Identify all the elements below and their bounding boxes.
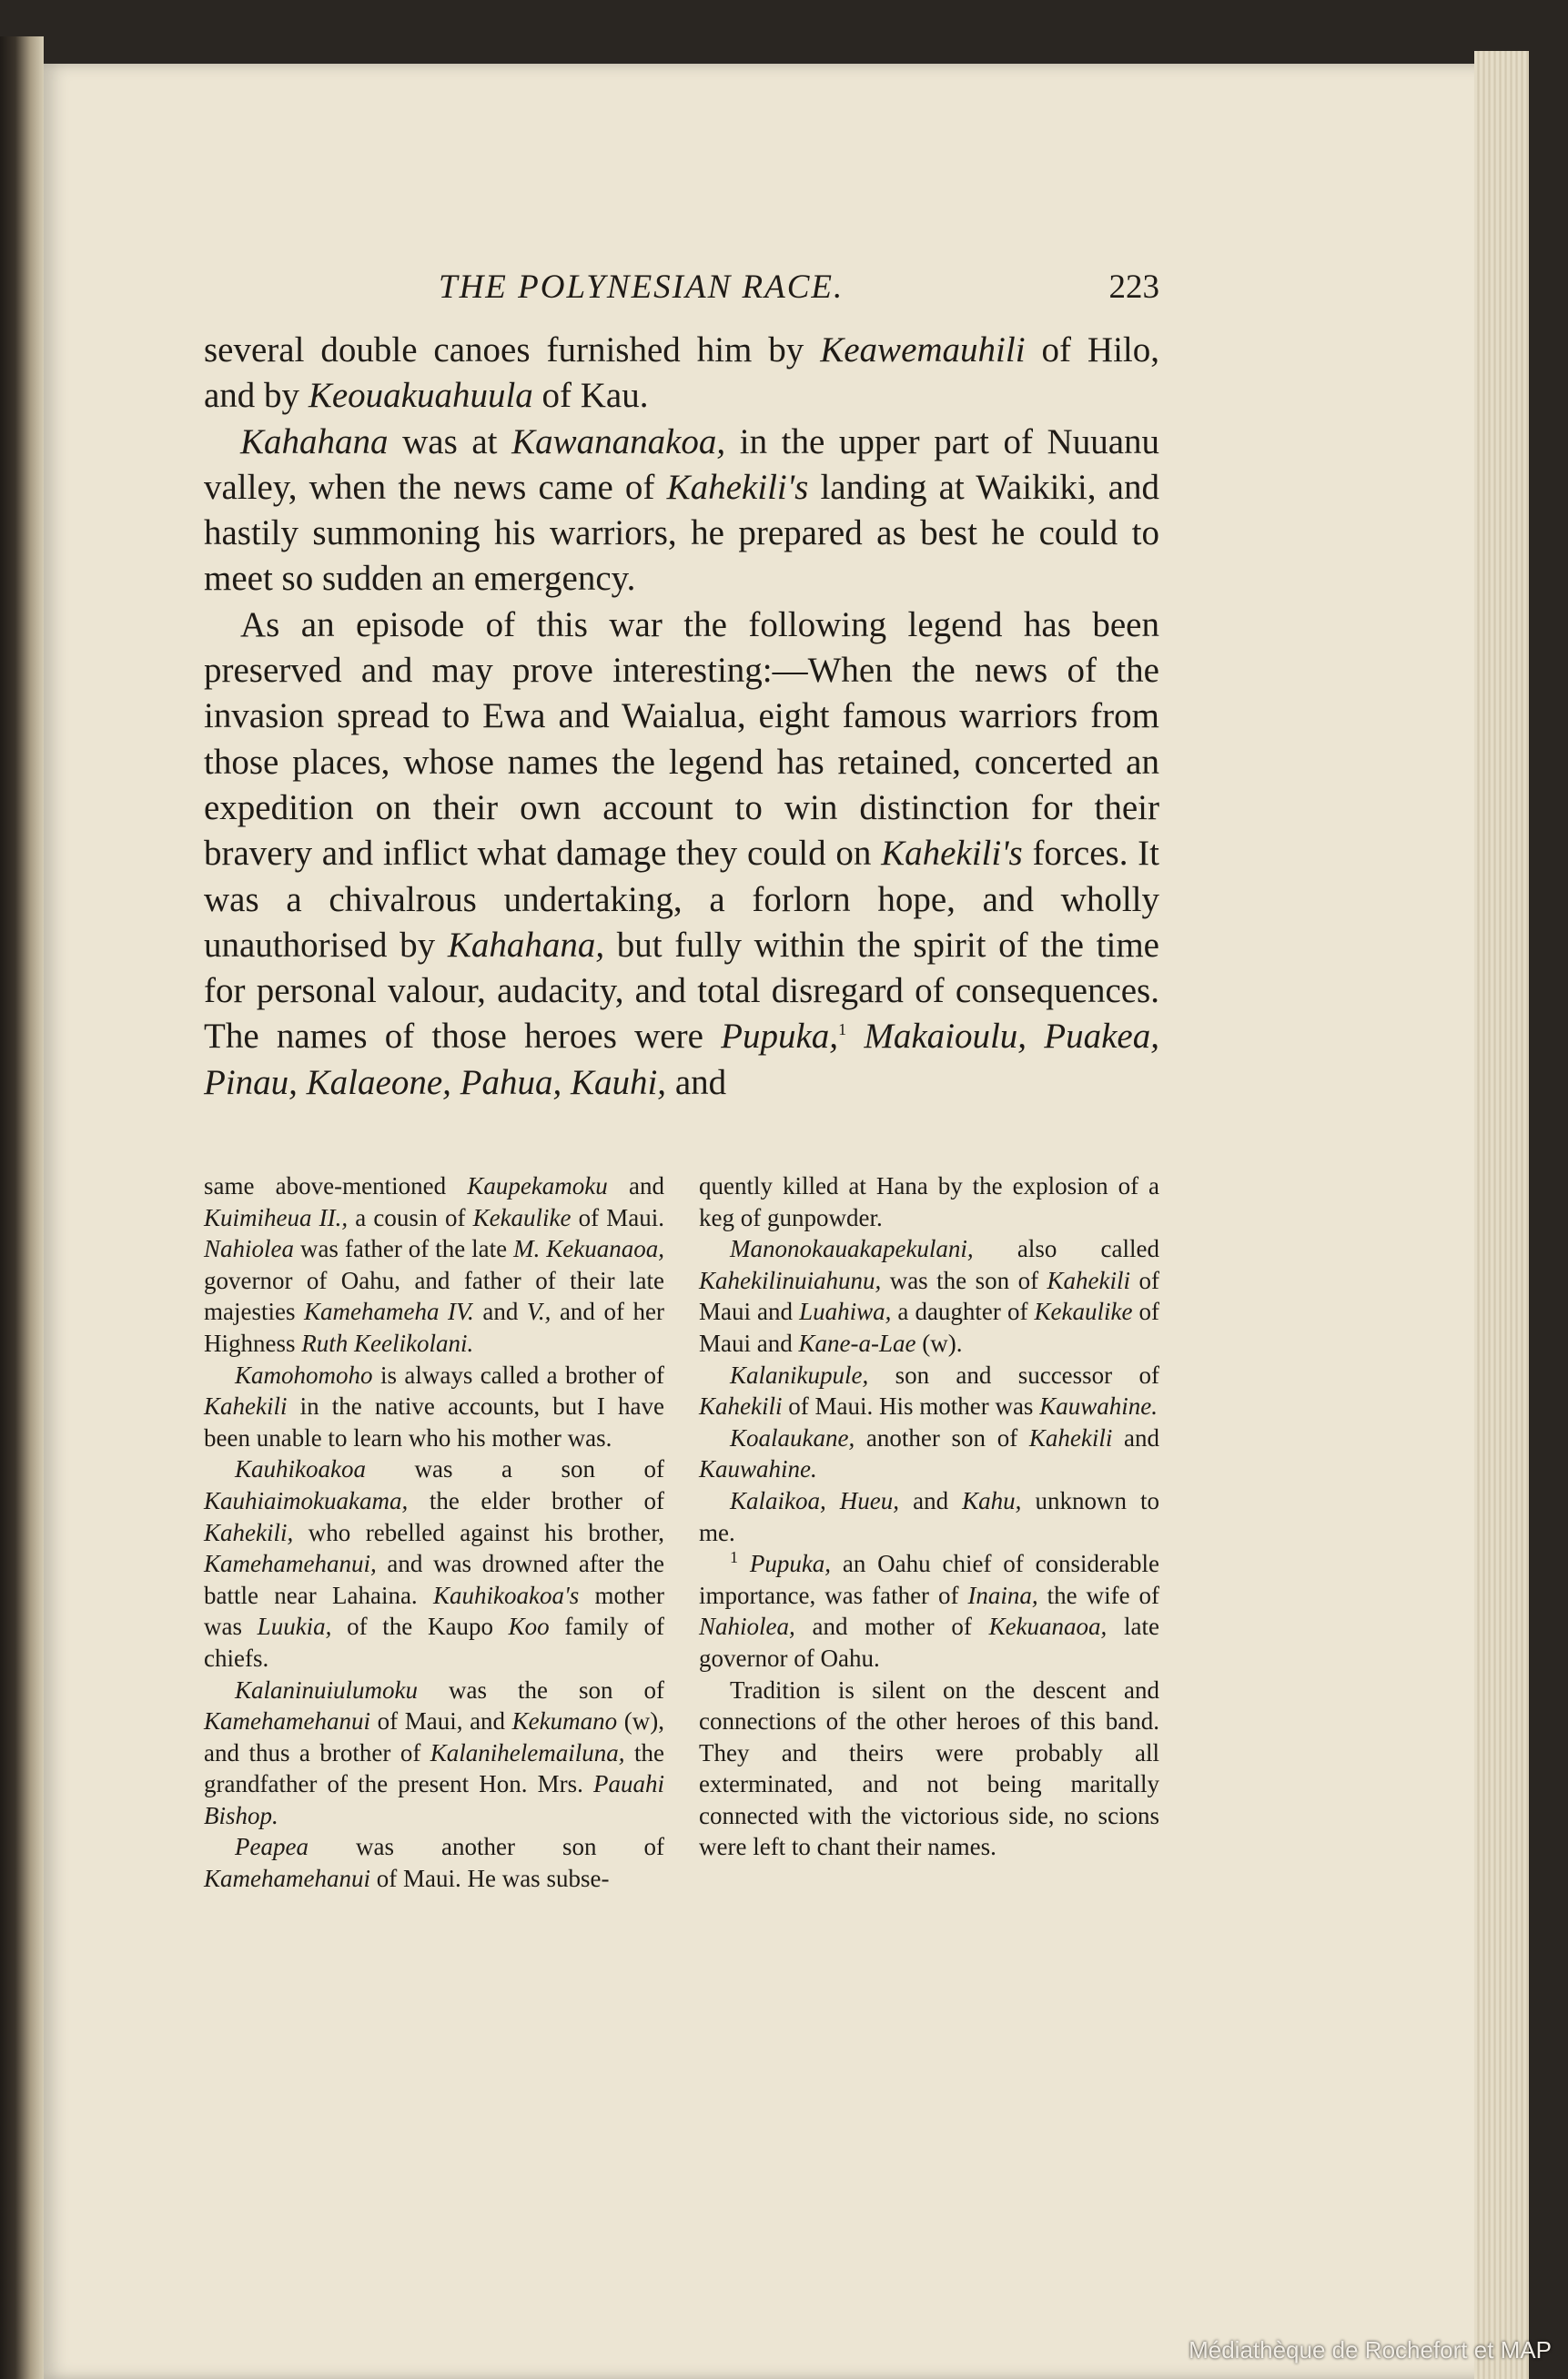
text-run: was another son of xyxy=(308,1833,664,1861)
text-run: unknown to me. xyxy=(699,1486,1159,1546)
text-run: same above-mentioned xyxy=(204,1172,468,1200)
italic-name: Kahekili's xyxy=(666,467,809,507)
text-run: quently killed at Hana by the explosion of a keg of gunpowder. xyxy=(699,1172,1159,1231)
italic-name: Kahekilinuiahunu, xyxy=(699,1266,882,1294)
text-run: of Hilo, and by xyxy=(204,330,1159,416)
text-run: of Maui. xyxy=(571,1203,665,1231)
text-run: late governor of Oahu. xyxy=(699,1613,1159,1672)
italic-name: Luahiwa, xyxy=(799,1298,892,1326)
note xyxy=(204,1675,664,1832)
italic-name: Kalaikoa, Hueu, xyxy=(730,1486,900,1514)
italic-name: Kamehamehanui xyxy=(204,1865,370,1893)
text-run: of Maui. He was subse- xyxy=(369,1865,610,1893)
text-run xyxy=(846,1017,864,1056)
text-run: was a son of xyxy=(365,1455,664,1483)
note xyxy=(699,1422,1159,1485)
italic-name: Kuimiheua II., xyxy=(204,1203,349,1231)
note xyxy=(204,1831,664,1894)
text-run: is always called a brother of xyxy=(372,1361,664,1389)
paragraph xyxy=(204,420,1159,602)
footnote-marker: 1 xyxy=(838,1020,847,1039)
footnotes xyxy=(204,1170,1159,1895)
italic-name: Kahekili's xyxy=(881,834,1023,874)
italic-name: Kamehamehanui, xyxy=(204,1550,377,1578)
text-run: in the native accounts, but I have been unable to learn who his mother was. xyxy=(204,1392,664,1452)
italic-name: Kekumano xyxy=(511,1707,618,1736)
italic-name: Inaina, xyxy=(967,1581,1038,1609)
note xyxy=(699,1170,1159,1233)
paragraph xyxy=(204,602,1159,1106)
text-run: an Oahu chief of considerable importance, was father of xyxy=(699,1550,1160,1609)
italic-name: Kekaulike xyxy=(1034,1298,1133,1326)
footnotes-left-column xyxy=(204,1170,664,1895)
text-run: was at xyxy=(388,421,512,461)
text-run: several double canoes furnished him by xyxy=(204,330,821,370)
italic-name: Kauwahine. xyxy=(699,1455,817,1483)
text-run: governor of Oahu, and father of their late majesties xyxy=(204,1266,664,1326)
page-header xyxy=(204,268,1159,313)
text-run: who rebelled against his brother, xyxy=(293,1518,664,1546)
italic-name: Kawananakoa, xyxy=(511,421,726,461)
italic-name: Kahekili xyxy=(699,1392,783,1421)
text-run: was the son of xyxy=(418,1675,664,1704)
italic-name: Koalaukane, xyxy=(730,1423,855,1452)
text-run: (w), and thus a brother of xyxy=(204,1707,665,1767)
text-run: and xyxy=(1112,1423,1159,1452)
note xyxy=(699,1485,1159,1548)
italic-name: Kalanikupule, xyxy=(730,1361,869,1389)
italic-name: Kalanihelemailuna, xyxy=(430,1738,625,1767)
text-run: As an episode of this war the following legend has been preserved and may prove interesting:—When the news of the invasion spread to Ewa and Waialua, eight famous warriors from those places, whose names the legend has retained, concerted an expedition on their own account to win distinction for their bravery and inflict what damage they could on xyxy=(204,604,1159,874)
note xyxy=(699,1233,1159,1359)
text-run: a daughter of xyxy=(891,1298,1035,1326)
italic-name: Pupuka, xyxy=(721,1017,839,1057)
note xyxy=(699,1360,1159,1422)
italic-name: Pupuka, xyxy=(749,1550,832,1578)
text-run: mother was xyxy=(204,1581,664,1641)
italic-name: V., xyxy=(526,1298,551,1326)
text-run: family of chiefs. xyxy=(204,1613,664,1672)
italic-name: Kauwahine. xyxy=(1039,1392,1158,1421)
text-run: of Kau. xyxy=(532,376,649,416)
page-fore-edge xyxy=(1474,51,1529,2379)
italic-name: Keawemauhili xyxy=(820,330,1026,370)
text-run: landing at Waikiki, and hastily summoning his warriors, he prepared as best he could to meet so sudden an emergency. xyxy=(204,467,1159,599)
italic-name: Nahiolea xyxy=(204,1235,294,1263)
text-run: of Maui and xyxy=(699,1266,1159,1326)
italic-name: Kahekili xyxy=(204,1392,288,1421)
italic-name: Luukia, xyxy=(257,1613,332,1641)
text-run: and was drowned after the battle near Lahaina. xyxy=(204,1550,664,1609)
italic-name: Kauhikoakoa xyxy=(235,1455,366,1483)
italic-name: Pauahi Bishop. xyxy=(204,1770,664,1829)
note xyxy=(204,1170,664,1360)
text-run: a cousin of xyxy=(348,1203,473,1231)
italic-name: Kane-a-Lae xyxy=(798,1329,916,1357)
italic-name: Makaioulu, Puakea, Pinau, Kalaeone, Pahua, Kauhi, xyxy=(204,1017,1159,1102)
italic-name: Kahu, xyxy=(962,1486,1022,1514)
text-run: was father of the late xyxy=(294,1235,514,1263)
italic-name: Kekaulike xyxy=(472,1203,572,1231)
text-run: and xyxy=(899,1486,963,1514)
italic-name: M. Kekuanaoa, xyxy=(513,1235,665,1263)
text-run: the elder brother of xyxy=(408,1486,664,1514)
paragraph xyxy=(204,328,1159,420)
italic-name: Ruth Keelikolani. xyxy=(301,1329,474,1357)
text-run: forces. It was a chivalrous undertaking, a forlorn hope, and wholly unauthorised by xyxy=(204,834,1159,965)
text-run: was the son of xyxy=(881,1266,1047,1294)
note xyxy=(699,1675,1159,1864)
footnotes-right-column xyxy=(699,1170,1159,1895)
italic-name: Kamehameha IV. xyxy=(304,1298,474,1326)
text-run: but fully within the spirit of the time for personal valour, audacity, and total disregard of consequences. The names of those heroes were xyxy=(204,925,1159,1057)
italic-name: Kahekili xyxy=(1028,1423,1113,1452)
note xyxy=(204,1360,664,1454)
italic-name: Kahahana, xyxy=(447,925,605,965)
text-run: in the upper part of Nuuanu valley, when the news came of xyxy=(204,421,1159,507)
text-run: the wife of xyxy=(1037,1581,1159,1609)
text-run: son and successor of xyxy=(868,1361,1159,1389)
background-edge xyxy=(1529,51,1568,2379)
running-title: THE POLYNESIAN RACE. xyxy=(439,268,845,306)
main-text xyxy=(204,328,1159,1106)
text-run: Tradition is silent on the descent and connections of the other heroes of this band. They and theirs were probably all exterminated, and not being maritally connected with the victorious side, no scions were left to chant their names. xyxy=(699,1675,1159,1861)
italic-name: Kekuanaoa, xyxy=(988,1613,1108,1641)
text-run: the grandfather of the present Hon. Mrs. xyxy=(204,1738,664,1798)
italic-name: Koo xyxy=(508,1613,550,1641)
italic-name: Peapea xyxy=(235,1833,309,1861)
text-run xyxy=(738,1550,750,1577)
text-run: of Maui. His mother was xyxy=(782,1392,1040,1421)
italic-name: Kaupekamoku xyxy=(467,1172,608,1200)
text-run: of Maui and xyxy=(699,1298,1159,1357)
text-run: another son of xyxy=(855,1423,1029,1452)
note xyxy=(699,1548,1159,1674)
italic-name: Kamehamehanui xyxy=(204,1707,370,1736)
italic-name: Kalaninuiulumoku xyxy=(235,1675,418,1704)
text-run: also called xyxy=(973,1235,1159,1263)
page-number: 223 xyxy=(1108,268,1159,306)
text-run: of Maui, and xyxy=(369,1707,512,1736)
text-run: and xyxy=(607,1172,664,1200)
italic-name: Kauhikoakoa's xyxy=(432,1581,580,1609)
italic-name: Kahekili, xyxy=(204,1518,294,1546)
footnote-marker: 1 xyxy=(730,1548,738,1567)
text-run: and mother of xyxy=(794,1613,989,1641)
watermark-credit: Médiathèque de Rochefort et MAP xyxy=(1189,2336,1552,2364)
text-run: and xyxy=(666,1062,727,1102)
italic-name: Nahiolea, xyxy=(699,1613,795,1641)
text-run: of the Kaupo xyxy=(331,1613,509,1641)
italic-name: Kahekili xyxy=(1047,1266,1131,1294)
italic-name: Kahahana xyxy=(240,421,389,461)
text-run: and xyxy=(473,1298,527,1326)
note xyxy=(204,1453,664,1674)
text-run: (w). xyxy=(916,1329,963,1357)
italic-name: Keouakuahuula xyxy=(308,376,533,416)
book-gutter xyxy=(0,36,44,2379)
italic-name: Kauhiaimokuakama, xyxy=(204,1486,409,1514)
italic-name: Manonokauakapekulani, xyxy=(730,1235,974,1263)
text-run: and of her Highness xyxy=(204,1298,664,1357)
italic-name: Kamohomoho xyxy=(235,1361,373,1389)
